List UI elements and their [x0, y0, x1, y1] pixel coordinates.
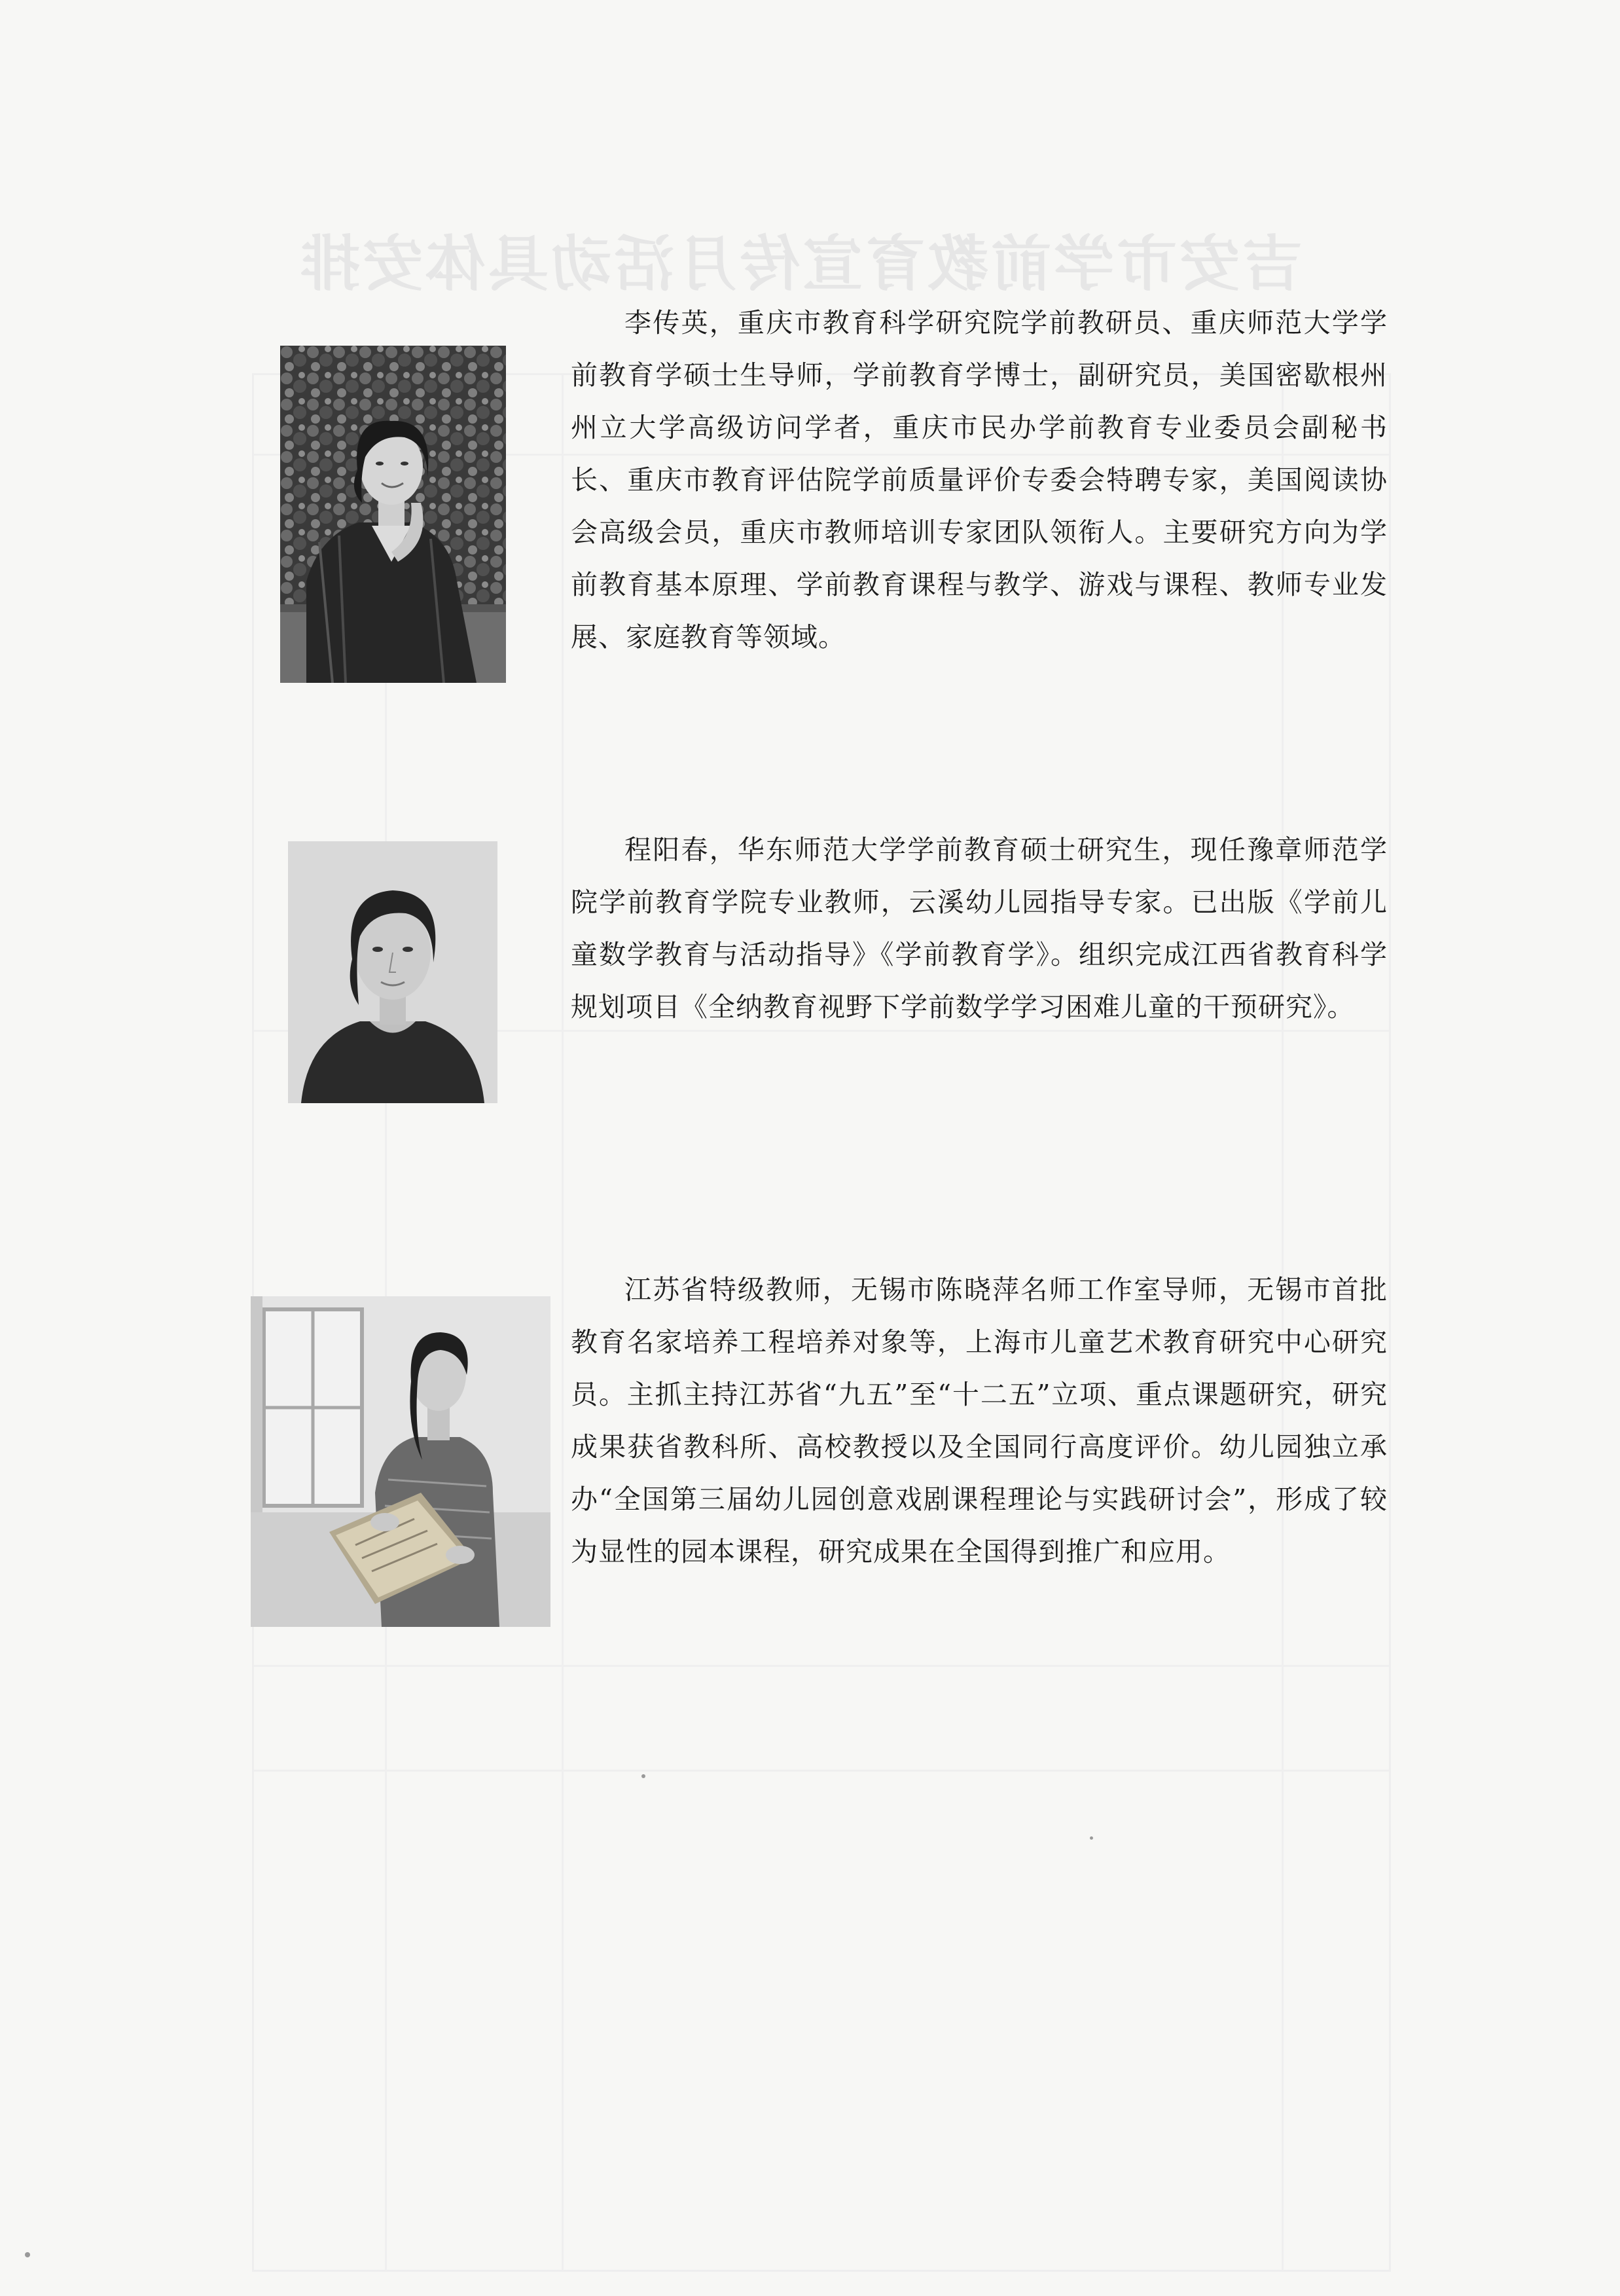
bleed-through-title: 吉安市学前教育宣传月活动具体安排 — [297, 228, 1303, 299]
portrait-photo-2 — [288, 841, 497, 1103]
portrait-photo-woman-reading-icon — [251, 1296, 550, 1627]
portrait-photo-woman-garden-icon — [280, 346, 506, 683]
bio-paragraph-1: 李传英，重庆市教育科学研究院学前教研员、重庆师范大学学前教育学硕士生导师，学前教育学博士，副研究员，美国密歇根州州立大学高级访问学者，重庆市民办学前教育专业委员会副秘书长、重庆市教育评估院学前质量评价专委会特聘专家，美国阅读协会高级会员，重庆市教师培训专家团队领衔人。主要研究方向为学前教育基本原理、学前教育课程与教学、游戏与课程、教师专业发展、家庭教育等领域。 — [571, 307, 1388, 653]
portrait-photo-3 — [251, 1296, 550, 1627]
bio-paragraph-2: 程阳春，华东师范大学学前教育硕士研究生，现任豫章师范学院学前教育学院专业教师，云溪幼儿园指导专家。已出版《学前儿童数学教育与活动指导》《学前教育学》。组织完成江西省教育科学规划项目《全纳教育视野下学前数学学习困难儿童的干预研究》。 — [571, 834, 1388, 1023]
bio-paragraph-3: 江苏省特级教师，无锡市陈晓萍名师工作室导师，无锡市首批教育名家培养工程培养对象等，上海市儿童艺术教育研究中心研究员。主抓主持江苏省“九五”至“十二五”立项、重点课题研究，研究成果获省教科所、高校教授以及全国同行高度评价。幼儿园独立承办“全国第三届幼儿园创意戏剧课程理论与实践研讨会”，形成了较为显性的园本课程，研究成果在全国得到推广和应用。 — [571, 1274, 1388, 1567]
portrait-photo-1 — [280, 346, 506, 683]
portrait-photo-woman-id-icon — [288, 841, 497, 1103]
